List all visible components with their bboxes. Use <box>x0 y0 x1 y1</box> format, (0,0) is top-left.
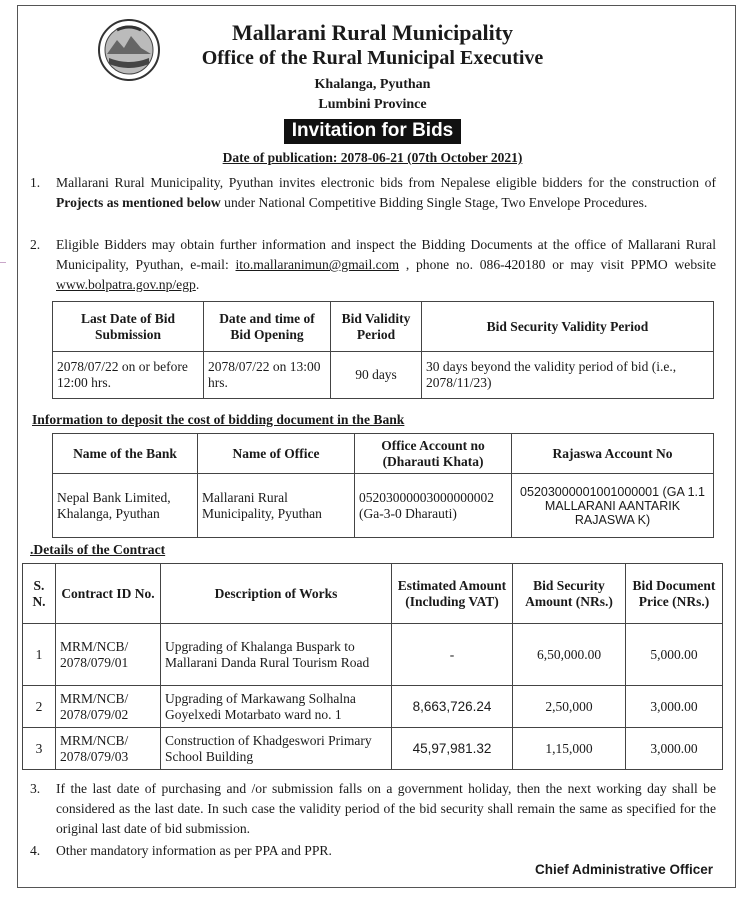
row-bid-security: 6,50,000.00 <box>513 624 626 686</box>
table-row <box>23 624 723 686</box>
header-rajaswa-account: Rajaswa Account No <box>512 434 714 474</box>
paragraph-2: 2. Eligible Bidders may obtain further information and inspect the Bidding Documents at the office of Mallarani Rural Municipality, Pyuthan, e-mail: ito.mallaranimun@gmail.com , phone no. 086-420180 or may visit PPMO website www.bolpatra.gov.np/egp. <box>30 237 717 292</box>
row-sn: 2 <box>23 686 56 728</box>
contract-section-title: .Details of the Contract <box>30 542 166 557</box>
header-last-date: Last Date of Bid Submission <box>53 302 204 352</box>
header-bid-security: Bid Security Amount (NRs.) <box>513 564 626 624</box>
publication-date: Date of publication: 2078-06-21 (07th October 2021) <box>222 150 523 165</box>
row-estimated-amount: - <box>392 624 513 686</box>
row-bid-security: 2,50,000 <box>513 686 626 728</box>
paragraph-1: 1. Mallarani Rural Municipality, Pyuthan invites electronic bids from Nepalese eligible bidders for the construction of Projects as mentioned below under National Competitive Bidding Single Stage, Two Envelope Procedures. <box>30 175 716 210</box>
cell-rajaswa-account: 05203000001001000001 (GA 1.1 MALLARANI AANTARIK RAJASWA K) <box>512 474 714 538</box>
location-line: Khalanga, Pyuthan <box>314 77 431 92</box>
signature-title: Chief Administrative Officer <box>534 862 713 877</box>
cell-last-date: 2078/07/22 on or before 12:00 hrs. <box>53 352 204 399</box>
schedule-table <box>52 301 714 399</box>
header-opening: Date and time of Bid Opening <box>204 302 331 352</box>
cell-opening: 2078/07/22 on 13:00 hrs. <box>204 352 331 399</box>
header-office-account: Office Account no (Dharauti Khata) <box>355 434 512 474</box>
bank-section-title: Information to deposit the cost of bidding document in the Bank <box>32 412 405 427</box>
invitation-banner: Invitation for Bids <box>284 119 462 144</box>
header-validity: Bid Validity Period <box>331 302 422 352</box>
row-doc-price: 3,000.00 <box>626 686 723 728</box>
row-sn: 1 <box>23 624 56 686</box>
header-estimated-amount: Estimated Amount (Including VAT) <box>392 564 513 624</box>
row-description: Construction of Khadgeswori Primary School Building <box>161 728 392 770</box>
ppmo-website-link[interactable]: www.bolpatra.gov.np/egp <box>56 277 196 292</box>
table-row <box>23 728 723 770</box>
paragraph-3: 3. If the last date of purchasing and /or submission falls on a government holiday, then the next working day shall be considered as the last date. In such case the validity period of the bid security shall remain the same as specified for the original last date of bid submission. <box>30 781 716 836</box>
margin-mark <box>0 262 6 263</box>
row-description: Upgrading of Markawang Solhalna Goyelxedi Motarbato ward no. 1 <box>161 686 392 728</box>
cell-office-account: 05203000003000000002 (Ga-3-0 Dharauti) <box>355 474 512 538</box>
municipality-title: Mallarani Rural Municipality <box>231 20 514 45</box>
row-estimated-amount: 8,663,726.24 <box>392 686 513 728</box>
row-contract-id: MRM/NCB/ 2078/079/03 <box>56 728 161 770</box>
header-contract-id: Contract ID No. <box>56 564 161 624</box>
row-doc-price: 3,000.00 <box>626 728 723 770</box>
row-estimated-amount: 45,97,981.32 <box>392 728 513 770</box>
cell-office-name: Mallarani Rural Municipality, Pyuthan <box>198 474 355 538</box>
row-description: Upgrading of Khalanga Buspark to Mallarani Danda Rural Tourism Road <box>161 624 392 686</box>
row-bid-security: 1,15,000 <box>513 728 626 770</box>
row-sn: 3 <box>23 728 56 770</box>
office-subtitle: Office of the Rural Municipal Executive <box>201 47 544 69</box>
bank-table <box>52 433 714 538</box>
paragraph-4: 4. Other mandatory information as per PPA and PPR. <box>30 843 332 858</box>
email-link[interactable]: ito.mallaranimun@gmail.com <box>235 257 400 272</box>
header-security-validity: Bid Security Validity Period <box>422 302 714 352</box>
cell-validity: 90 days <box>331 352 422 399</box>
row-contract-id: MRM/NCB/ 2078/079/01 <box>56 624 161 686</box>
contract-table <box>22 563 723 770</box>
province-line: Lumbini Province <box>318 97 427 112</box>
table-row <box>23 686 723 728</box>
row-doc-price: 5,000.00 <box>626 624 723 686</box>
header-sn: S. N. <box>23 564 56 624</box>
cell-security-validity: 30 days beyond the validity period of bid (i.e., 2078/11/23) <box>422 352 714 399</box>
header-bank: Name of the Bank <box>53 434 198 474</box>
header-doc-price: Bid Document Price (NRs.) <box>626 564 723 624</box>
header-description: Description of Works <box>161 564 392 624</box>
header-office: Name of Office <box>198 434 355 474</box>
cell-bank-name: Nepal Bank Limited, Khalanga, Pyuthan <box>53 474 198 538</box>
row-contract-id: MRM/NCB/ 2078/079/02 <box>56 686 161 728</box>
